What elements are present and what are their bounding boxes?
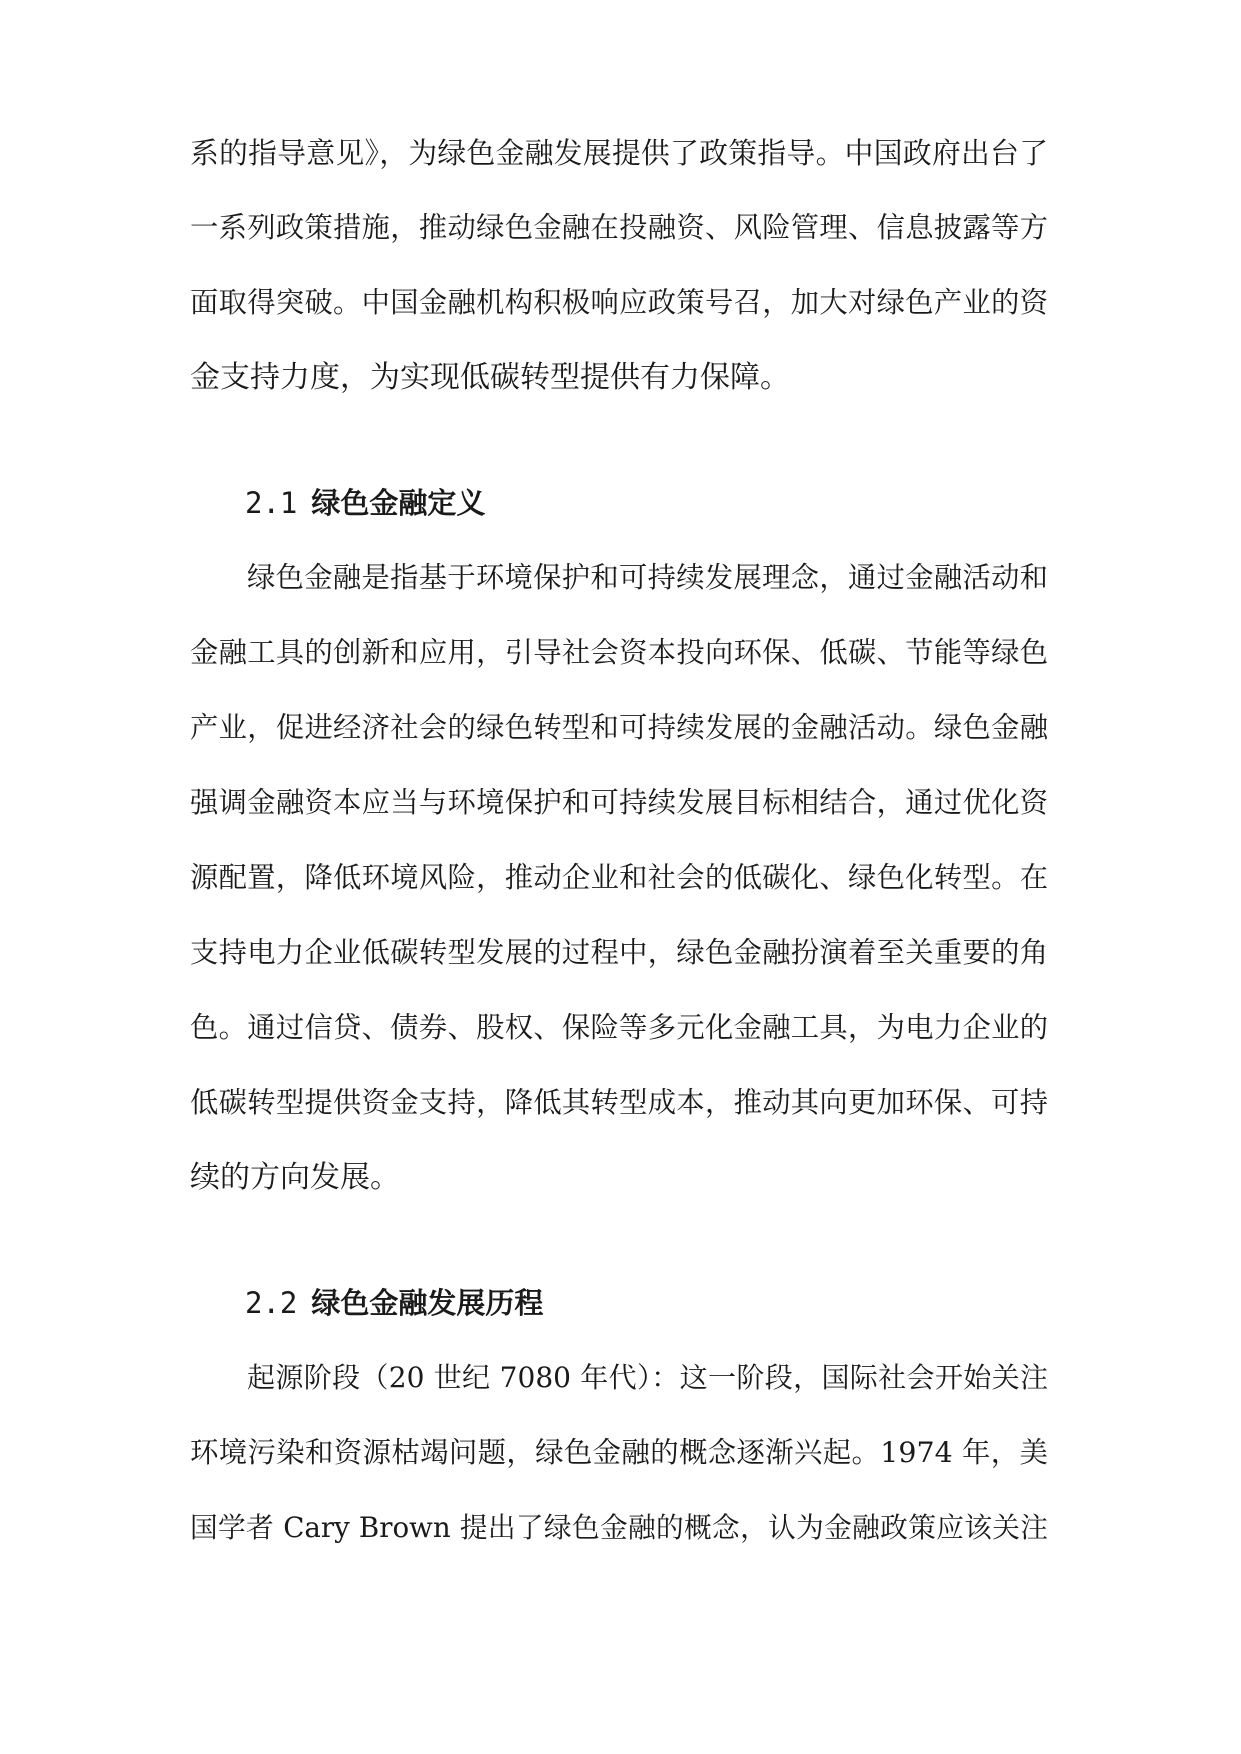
paragraph-line: 续的方向发展。: [190, 1160, 400, 1195]
paragraph-line: 一系列政策措施，推动绿色金融在投融资、风险管理、信息披露等方: [190, 211, 1048, 244]
section-number: 2.1: [245, 486, 298, 520]
paragraph-line: 面取得突破。中国金融机构积极响应政策号召，加大对绿色产业的资: [190, 286, 1048, 319]
section-title: 绿色金融发展历程: [311, 1286, 544, 1320]
paragraph-line: 色。通过信贷、债券、股权、保险等多元化金融工具，为电力企业的: [190, 1011, 1048, 1044]
paragraph-line: 系的指导意见》，为绿色金融发展提供了政策指导。中国政府出台了: [190, 136, 1048, 170]
paragraph-line: 产业，促进经济社会的绿色转型和可持续发展的金融活动。绿色金融: [190, 711, 1048, 744]
paragraph-line: 强调金融资本应当与环境保护和可持续发展目标相结合，通过优化资: [190, 786, 1048, 819]
section-heading-2-2: [245, 1283, 543, 1323]
paragraph-line: 支持电力企业低碳转型发展的过程中，绿色金融扮演着至关重要的角: [190, 936, 1048, 969]
paragraph-line: 起源阶段（20 世纪 7080 年代）：这一阶段，国际社会开始关注: [247, 1361, 1048, 1394]
section-title: 绿色金融定义: [311, 486, 486, 520]
paragraph-line: 金融工具的创新和应用，引导社会资本投向环保、低碳、节能等绿色: [190, 636, 1048, 669]
paragraph-line: 绿色金融是指基于环境保护和可持续发展理念，通过金融活动和: [247, 561, 1048, 594]
paragraph-line: 环境污染和资源枯竭问题，绿色金融的概念逐渐兴起。1974 年，美: [190, 1436, 1048, 1469]
paragraph-line: 金支持力度，为实现低碳转型提供有力保障。: [190, 360, 790, 395]
paragraph-line: 低碳转型提供资金支持，降低其转型成本，推动其向更加环保、可持: [190, 1086, 1048, 1119]
paragraph-line: 源配置，降低环境风险，推动企业和社会的低碳化、绿色化转型。在: [190, 861, 1048, 894]
paragraph-line: 国学者 Cary Brown 提出了绿色金融的概念，认为金融政策应该关注: [190, 1511, 1048, 1544]
section-number: 2.2: [245, 1286, 298, 1320]
section-heading-2-1: [245, 483, 485, 523]
